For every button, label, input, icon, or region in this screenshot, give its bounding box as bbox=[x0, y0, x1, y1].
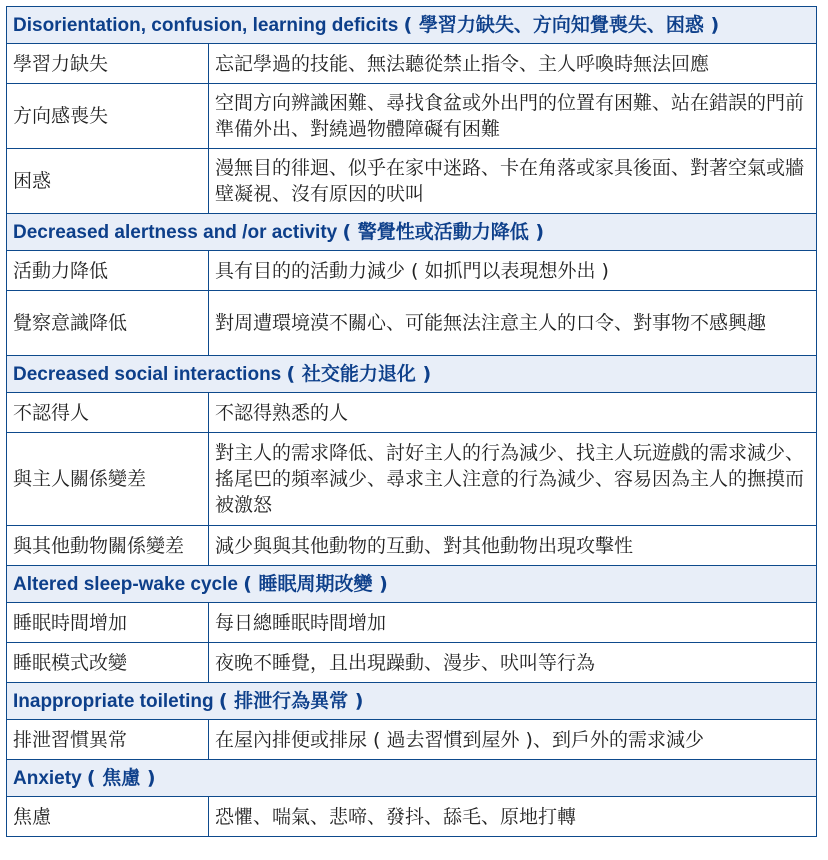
sign-cell: 焦慮 bbox=[7, 797, 209, 837]
section-title-en: Altered sleep-wake cycle bbox=[13, 573, 238, 595]
sign-cell: 與主人關係變差 bbox=[7, 433, 209, 526]
sign-cell: 困惑 bbox=[7, 149, 209, 214]
sign-cell: 方向感喪失 bbox=[7, 84, 209, 149]
section-title-en: Disorientation, confusion, learning deficits bbox=[13, 14, 399, 36]
description-cell: 減少與與其他動物的互動、對其他動物出現攻擊性 bbox=[209, 526, 817, 566]
section-title-en: Inappropriate toileting bbox=[13, 690, 214, 712]
section-header-sleep bbox=[7, 566, 817, 603]
symptoms-table bbox=[6, 6, 817, 837]
section-title-zh: ( 焦慮 ) bbox=[86, 766, 156, 789]
sign-cell: 排泄習慣異常 bbox=[7, 720, 209, 760]
table-row bbox=[7, 603, 817, 643]
section-title-en: Decreased alertness and /or activity bbox=[13, 221, 338, 243]
sign-cell: 睡眠模式改變 bbox=[7, 643, 209, 683]
section-title-zh: ( 睡眠周期改變 ) bbox=[243, 572, 388, 595]
section-title bbox=[7, 7, 817, 44]
table-row bbox=[7, 433, 817, 526]
sign-cell: 睡眠時間增加 bbox=[7, 603, 209, 643]
sign-cell: 不認得人 bbox=[7, 393, 209, 433]
section-title bbox=[7, 760, 817, 797]
section-title-en: Anxiety bbox=[13, 767, 82, 789]
sign-cell: 活動力降低 bbox=[7, 251, 209, 291]
table-row bbox=[7, 44, 817, 84]
description-cell: 空間方向辨識困難、尋找食盆或外出門的位置有困難、站在錯誤的門前準備外出、對繞過物體障礙有困難 bbox=[209, 84, 817, 149]
description-cell: 漫無目的徘迴、似乎在家中迷路、卡在角落或家具後面、對著空氣或牆壁凝視、沒有原因的吠叫 bbox=[209, 149, 817, 214]
table-row bbox=[7, 720, 817, 760]
description-cell: 夜晚不睡覺，且出現躁動、漫步、吠叫等行為 bbox=[209, 643, 817, 683]
description-cell: 每日總睡眠時間增加 bbox=[209, 603, 817, 643]
description-cell: 在屋內排便或排尿 ( 過去習慣到屋外 )、到戶外的需求減少 bbox=[209, 720, 817, 760]
section-title bbox=[7, 566, 817, 603]
table-row bbox=[7, 393, 817, 433]
section-header-toileting bbox=[7, 683, 817, 720]
sign-cell: 與其他動物關係變差 bbox=[7, 526, 209, 566]
section-header-alertness bbox=[7, 214, 817, 251]
section-title-en: Decreased social interactions bbox=[13, 363, 282, 385]
table-row bbox=[7, 251, 817, 291]
table-row bbox=[7, 149, 817, 214]
table-row bbox=[7, 797, 817, 837]
section-header-social bbox=[7, 356, 817, 393]
table-row bbox=[7, 84, 817, 149]
description-cell: 對周遭環境漠不關心、可能無法注意主人的口令、對事物不感興趣 bbox=[209, 291, 817, 356]
sign-cell: 學習力缺失 bbox=[7, 44, 209, 84]
sign-cell: 覺察意識降低 bbox=[7, 291, 209, 356]
table-row bbox=[7, 526, 817, 566]
section-title bbox=[7, 683, 817, 720]
description-cell: 忘記學過的技能、無法聽從禁止指令、主人呼喚時無法回應 bbox=[209, 44, 817, 84]
table-row bbox=[7, 643, 817, 683]
section-title-zh: ( 排泄行為異常 ) bbox=[218, 689, 364, 712]
description-cell: 恐懼、喘氣、悲啼、發抖、舔毛、原地打轉 bbox=[209, 797, 817, 837]
section-title-zh: ( 警覺性或活動力降低 ) bbox=[342, 220, 545, 243]
description-cell: 具有目的的活動力減少 ( 如抓門以表現想外出 ) bbox=[209, 251, 817, 291]
table-row bbox=[7, 291, 817, 356]
section-title bbox=[7, 214, 817, 251]
section-title-zh: ( 學習力缺失、方向知覺喪失、困惑 ) bbox=[403, 13, 720, 36]
description-cell: 對主人的需求降低、討好主人的行為減少、找主人玩遊戲的需求減少、搖尾巴的頻率減少、尋求主人注意的行為減少、容易因為主人的撫摸而被激怒 bbox=[209, 433, 817, 526]
section-title bbox=[7, 356, 817, 393]
section-title-zh: ( 社交能力退化 ) bbox=[286, 362, 432, 385]
section-header-disorientation bbox=[7, 7, 817, 44]
section-header-anxiety bbox=[7, 760, 817, 797]
description-cell: 不認得熟悉的人 bbox=[209, 393, 817, 433]
